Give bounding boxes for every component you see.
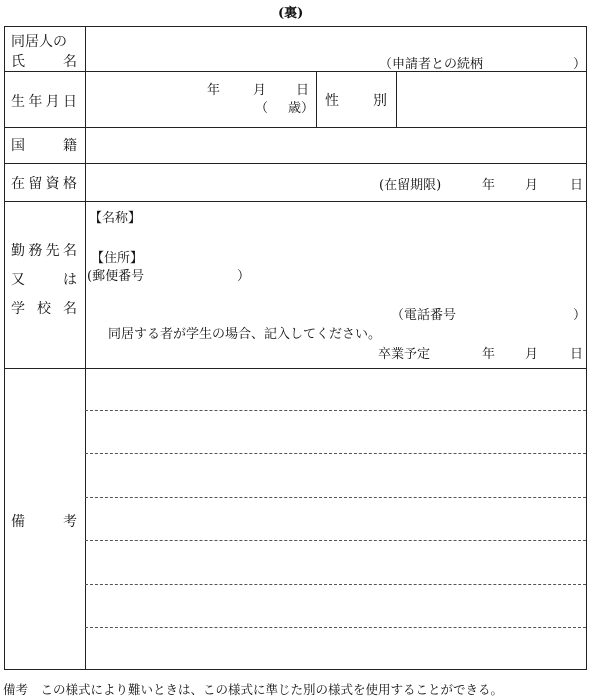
birth-day: 日	[296, 83, 310, 98]
graduation-label: 卒業予定	[378, 347, 431, 362]
cohabitant-label-line1: 同居人の	[11, 34, 67, 50]
remarks-line	[85, 410, 586, 411]
workplace-label-line3: 学 校 名	[11, 301, 77, 317]
birth-month: 月	[253, 83, 267, 98]
workplace-name-label: 【名称】	[89, 211, 142, 226]
postal-text: (郵便番号	[87, 269, 145, 284]
sex-label: 性 別	[325, 93, 387, 109]
graduation-day: 日	[570, 347, 584, 362]
remarks-line	[85, 497, 586, 498]
student-note: 同居する者が学生の場合、記入してください。	[108, 327, 382, 342]
phone-close: ）	[573, 308, 587, 323]
age: 歳）	[288, 101, 315, 116]
page-title: (裏)	[278, 6, 304, 21]
period-text: (在留期限)	[379, 178, 442, 193]
remarks-line	[85, 627, 586, 628]
relation-text: （申請者との続柄	[379, 57, 484, 72]
age-open: （	[255, 101, 269, 116]
form-table	[4, 26, 587, 670]
workplace-label-line1: 勤 務 先 名	[11, 243, 77, 259]
birth-label: 生 年 月 日	[11, 94, 77, 110]
period-day: 日	[570, 178, 584, 193]
remarks-line	[85, 584, 586, 585]
status-label: 在 留 資 格	[11, 176, 77, 192]
period-year: 年	[482, 178, 496, 193]
remarks-line	[85, 540, 586, 541]
graduation-year: 年	[482, 347, 496, 362]
footer-note: 備考 この様式により難いときは、この様式に準じた別の様式を使用することができる。	[3, 682, 504, 697]
postal-close: ）	[237, 269, 251, 284]
remarks-line	[85, 453, 586, 454]
remarks-label: 備 考	[11, 514, 77, 530]
period-month: 月	[525, 178, 539, 193]
phone-text: （電話番号	[391, 308, 457, 323]
graduation-month: 月	[525, 347, 539, 362]
relation-close: ）	[573, 57, 587, 72]
workplace-label-line2: 又 は	[11, 272, 77, 288]
workplace-address-label: 【住所】	[91, 251, 144, 266]
nationality-label: 国 籍	[11, 138, 77, 154]
birth-year: 年	[207, 83, 221, 98]
cohabitant-label-line2: 氏 名	[11, 54, 77, 70]
